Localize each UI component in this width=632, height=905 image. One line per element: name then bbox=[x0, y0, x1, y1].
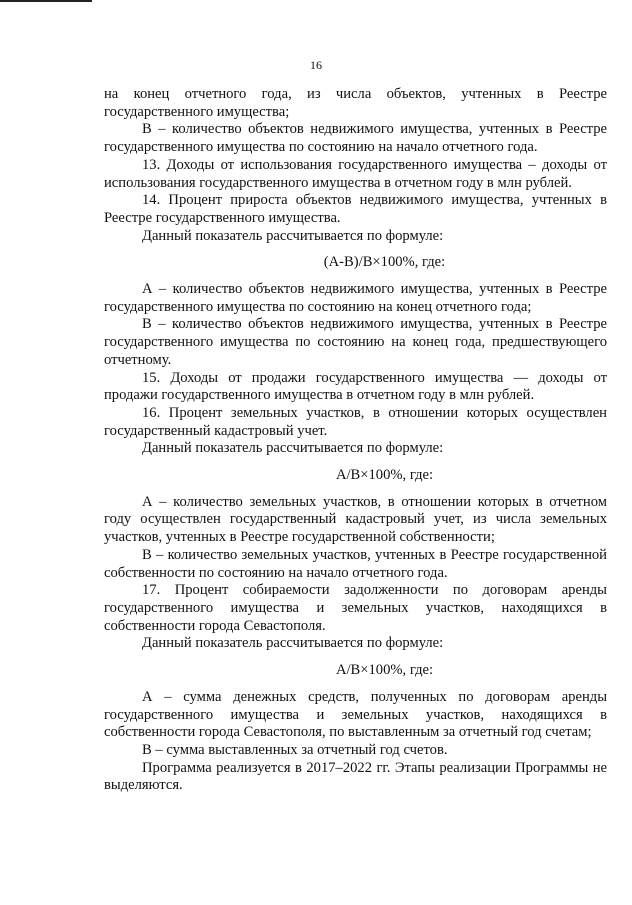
page-number: 16 bbox=[310, 58, 322, 72]
paragraph-item-13: 13. Доходы от использования государственного имущества – доходы от использования государственного имущества в отчетном году в млн рублей. bbox=[104, 156, 607, 191]
paragraph-formula-intro-16: Данный показатель рассчитывается по формуле: bbox=[142, 440, 444, 457]
paragraph-def-b-14: В – количество объектов недвижимого имущества, учтенных в Реестре государственного имущества по состоянию на конец года, предшествующего отчетному. bbox=[104, 316, 607, 368]
paragraph-item-15: 15. Доходы от продажи государственного имущества — доходы от продажи государственного имущества в отчетном году в млн рублей. bbox=[104, 369, 607, 404]
paragraph-item-14: 14. Процент прироста объектов недвижимого имущества, учтенных в Реестре государственного имущества. bbox=[104, 192, 607, 226]
paragraph-def-b-17: В – сумма выставленных за отчетный год счетов. bbox=[142, 741, 448, 758]
paragraph-def-a-16: А – количество земельных участков, в отношении которых в отчетном году осуществлен государственный кадастровый учет, из числа земельных участков, учтенных в Реестре государственной собственности; bbox=[104, 493, 607, 546]
paragraph-formula-intro-14: Данный показатель рассчитывается по формуле: bbox=[142, 227, 444, 244]
paragraph-item-16: 16. Процент земельных участков, в отношении которых осуществлен государственный кадастровый учет. bbox=[104, 404, 607, 439]
paragraph-def-b-12: В – количество объектов недвижимого имущества, учтенных в Реестре государственного имущества по состоянию на начало отчетного года. bbox=[104, 121, 607, 156]
paragraph-def-b-16: В – количество земельных участков, учтенных в Реестре государственной собственности по состоянию на начало отчетного года. bbox=[104, 546, 607, 581]
paragraph-def-a-14: А – количество объектов недвижимого имущества, учтенных в Реестре государственного имущества по состоянию на конец отчетного года; bbox=[104, 281, 607, 315]
paragraph-cont-a: на конец отчетного года, из числа объектов, учтенных в Реестре государственного имущества; bbox=[104, 86, 607, 120]
paragraph-program-period: Программа реализуется в 2017–2022 гг. Этапы реализации Программы не выделяются. bbox=[104, 759, 607, 794]
paragraph-def-a-17: А – сумма денежных средств, полученных по договорам аренды государственного имущества и земельных участков, находящихся в собственности города Севастополя, по выставленным за отчетный год счетам; bbox=[104, 688, 607, 741]
document-body bbox=[104, 86, 607, 795]
formula-formula-17: А/В×100%, где: bbox=[335, 662, 434, 679]
formula-formula-16: А/В×100%, где: bbox=[335, 467, 434, 484]
paragraph-formula-intro-17: Данный показатель рассчитывается по формуле: bbox=[142, 635, 444, 652]
scan-corner-mark bbox=[0, 0, 92, 2]
paragraph-item-17: 17. Процент собираемости задолженности по договорам аренды государственного имущества и земельных участков, находящихся в собственности города Севастополя. bbox=[104, 582, 607, 634]
formula-formula-14: (А-В)/В×100%, где: bbox=[323, 254, 446, 271]
